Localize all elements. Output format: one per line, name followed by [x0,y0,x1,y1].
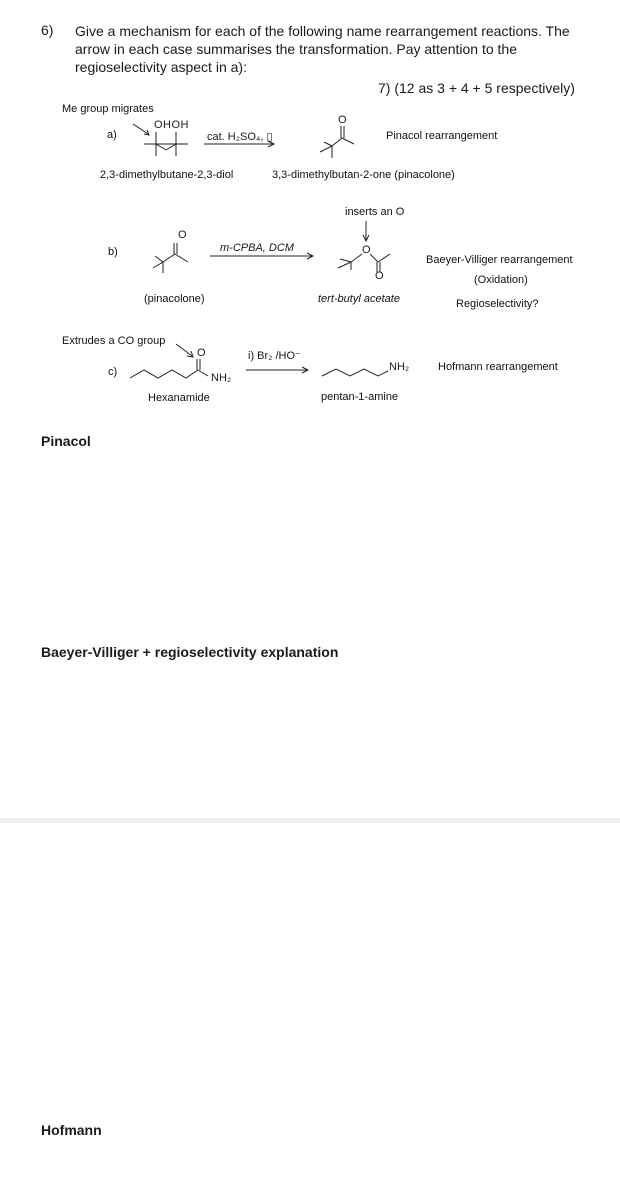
reaction-b-reactant-oxygen: O [178,229,187,241]
reaction-b-ester-oxygen: O [362,244,371,256]
hexanamide-amide [197,359,208,376]
reaction-b-subname: (Oxidation) [474,274,528,286]
extrusion-pointer-c [176,344,192,356]
reaction-a-label: a) [107,129,117,141]
answer-section-hofmann: Hofmann [41,1122,102,1138]
reaction-a-reagent: cat. H₂SO₄, ▯ [207,131,273,143]
pentanamine-chain [322,369,388,376]
reaction-c-reactant-amine: NH₂ [211,372,232,384]
reaction-c-structures [0,0,620,420]
reaction-c-reagent: i) Br₂ /HO⁻ [248,350,301,362]
reaction-b-product-name: tert-butyl acetate [318,293,400,305]
reaction-c-label: c) [108,366,118,378]
reaction-b-reactant-name: (pinacolone) [144,293,205,305]
answer-section-baeyer-villiger: Baeyer-Villiger + regioselectivity explanation [41,644,339,660]
reaction-b-name: Baeyer-Villiger rearrangement [426,254,573,266]
reaction-c-carbonyl-oxygen: O [197,347,206,359]
reaction-c-reactant-name: Hexanamide [148,392,210,404]
reaction-a-reactant-name: 2,3-dimethylbutane-2,3-diol [100,169,234,181]
page-divider [0,818,620,823]
answer-section-pinacol: Pinacol [41,433,91,449]
reaction-b-annotation: inserts an O [345,206,405,218]
reaction-b-reagent: m-CPBA, DCM [220,242,294,254]
reaction-c-name: Hofmann rearrangement [438,361,558,373]
reaction-a-name: Pinacol rearrangement [386,130,498,142]
reaction-b-carbonyl-oxygen: O [375,270,384,282]
question-text: Give a mechanism for each of the following name rearrangement reactions. The arrow in each case summarises the transformation. Pay attention to the regioselectivity aspect in a): [75,23,570,75]
question-number: 6) [41,22,54,38]
reaction-a-substituents: OHOH [154,119,189,131]
reaction-c-annotation: Extrudes a CO group [62,335,166,347]
reaction-a-product-oxygen: O [338,114,347,126]
reaction-c-product-amine: NH₂ [389,361,410,373]
reaction-a-product-name: 3,3-dimethylbutan-2-one (pinacolone) [272,169,455,181]
reaction-c-product-name: pentan-1-amine [321,391,399,403]
reaction-b-label: b) [108,246,118,258]
marks-allocation: 7) (12 as 3 + 4 + 5 respectively) [378,80,575,96]
hexanamide-chain [130,370,198,378]
reaction-a-annotation: Me group migrates [62,103,154,115]
reaction-b-regioselectivity-note: Regioselectivity? [456,298,539,310]
